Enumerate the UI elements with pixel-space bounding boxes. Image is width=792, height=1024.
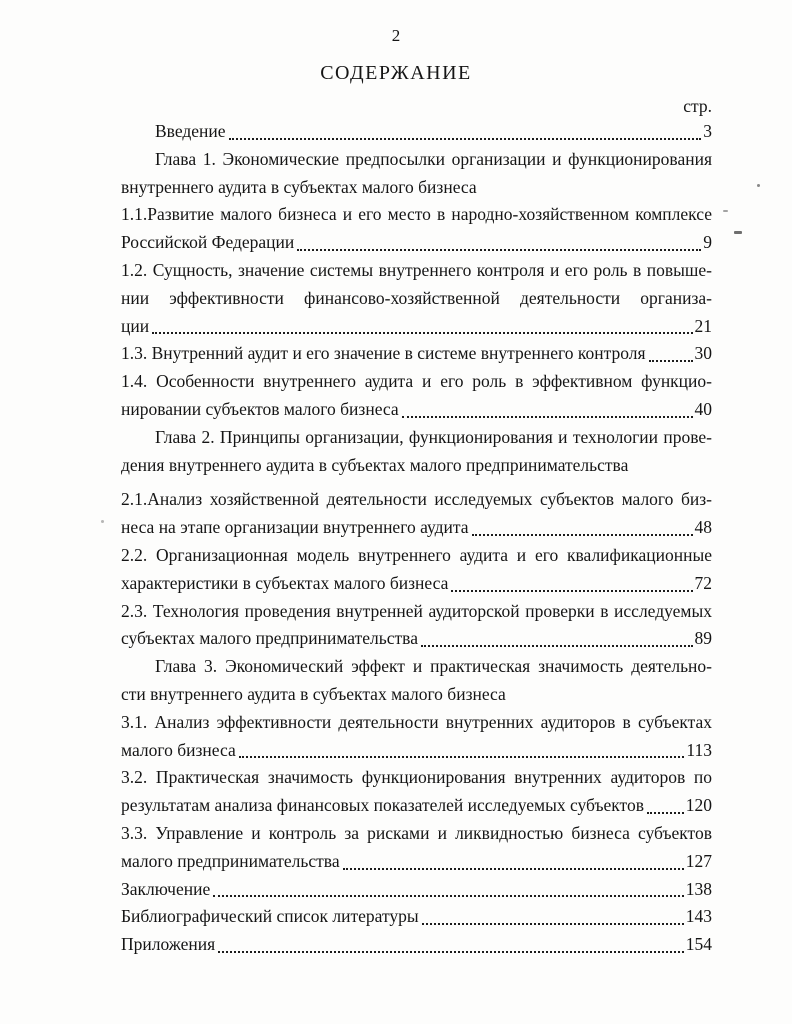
toc-line [121, 931, 712, 959]
toc-line [121, 486, 712, 514]
dot-leader [297, 249, 701, 251]
toc-line [121, 146, 712, 174]
toc-page-number: 40 [694, 398, 712, 419]
table-of-contents [121, 94, 712, 959]
scan-artifact [723, 210, 728, 212]
toc-line-text: 1.3. Внутренний аудит и его значение в системе внутреннего контроля [121, 343, 646, 364]
dot-leader [213, 895, 684, 897]
toc-line [121, 820, 712, 848]
dot-leader [422, 923, 684, 925]
toc-line-text: Введение [155, 121, 226, 141]
page-column-label: стр. [683, 96, 712, 116]
toc-line [121, 709, 712, 737]
toc-line-text: Российской Федерации [121, 232, 295, 253]
toc-line [121, 903, 712, 931]
toc-line-text: 1.4. Особенности внутреннего аудита и его роль в эффективном функцио- [121, 371, 712, 392]
toc-page-number: 21 [694, 315, 712, 336]
toc-line-text: дения внутреннего аудита в субъектах малого предпринимательства [121, 454, 629, 475]
toc-page-number: 138 [685, 878, 712, 899]
toc-line-text: 3.3. Управление и контроль за рисками и ликвидностью бизнеса субъектов [121, 822, 712, 843]
dot-leader [229, 138, 702, 140]
toc-line [121, 598, 712, 626]
toc-line [121, 340, 712, 368]
toc-line-text: 1.2. Сущность, значение системы внутреннего контроля и его роль в повыше- [121, 259, 712, 280]
toc-page-number: 3 [703, 121, 712, 141]
dot-leader [421, 645, 693, 647]
toc-line [121, 514, 712, 542]
toc-line-text: 2.3. Технология проведения внутренней аудиторской проверки в исследуемых [121, 600, 712, 621]
dot-leader [402, 416, 693, 418]
dot-leader [647, 812, 684, 814]
toc-line-text: Глава 3. Экономический эффект и практическая значимость деятельно- [155, 656, 712, 677]
toc-line [121, 792, 712, 820]
toc-line-text: результатам анализа финансовых показателей исследуемых субъектов [121, 795, 644, 816]
toc-line-text: Глава 2. Принципы организации, функционирования и технологии прове- [155, 426, 712, 447]
toc-line [121, 257, 712, 285]
toc-page-number: 127 [685, 850, 712, 871]
toc-line-text: 2.1.Анализ хозяйственной деятельности исследуемых субъектов малого биз- [121, 489, 712, 510]
toc-line [121, 653, 712, 681]
toc-line [121, 201, 712, 229]
toc-line [121, 424, 712, 452]
toc-page-number: 48 [694, 517, 712, 538]
dot-leader [649, 360, 693, 362]
dot-leader [152, 332, 692, 334]
scan-artifact [757, 184, 760, 187]
toc-line [121, 229, 712, 257]
toc-line-text: 2.2. Организационная модель внутреннего аудита и его квалификационные [121, 544, 712, 565]
scan-artifact [734, 231, 742, 234]
dot-leader [472, 534, 693, 536]
toc-line-text: нировании субъектов малого бизнеса [121, 398, 399, 419]
toc-line [121, 737, 712, 765]
toc-line [121, 285, 712, 313]
toc-line [121, 396, 712, 424]
toc-line-text: нии эффективности финансово-хозяйственной деятельности организа- [121, 287, 712, 308]
page-title: СОДЕРЖАНИЕ [320, 62, 472, 84]
dot-leader [343, 868, 684, 870]
toc-page-number: 113 [686, 739, 712, 760]
dot-leader [239, 756, 685, 758]
toc-line [121, 313, 712, 341]
toc-line-text: внутреннего аудита в субъектах малого бизнеса [121, 176, 477, 197]
toc-page-number: 143 [685, 906, 712, 927]
toc-line [121, 876, 712, 904]
toc-page-number: 154 [685, 934, 712, 955]
toc-page-number: 9 [703, 232, 712, 253]
toc-line-text: характеристики в субъектах малого бизнеса [121, 572, 449, 593]
toc-line [121, 368, 712, 396]
toc-page-number: 72 [694, 572, 712, 593]
scan-artifact [101, 520, 104, 523]
toc-line [121, 625, 712, 653]
toc-line-text: Заключение [121, 878, 211, 899]
dot-leader [218, 951, 684, 953]
toc-line [121, 452, 712, 480]
dot-leader [451, 590, 692, 592]
toc-line-text: субъектах малого предпринимательства [121, 628, 418, 649]
toc-line-text: 1.1.Развитие малого бизнеса и его место в народно-хозяйственном комплексе [121, 204, 712, 225]
toc-line-text: 3.1. Анализ эффективности деятельности внутренних аудиторов в субъектах [121, 711, 712, 732]
toc-page-number: 120 [685, 795, 712, 816]
toc-line [121, 174, 712, 202]
toc-line-text: малого бизнеса [121, 739, 236, 760]
toc-line-text: Библиографический список литературы [121, 906, 419, 927]
toc-line-text: 3.2. Практическая значимость функционирования внутренних аудиторов по [121, 767, 712, 788]
toc-line [121, 118, 712, 146]
toc-line [121, 848, 712, 876]
toc-line [121, 764, 712, 792]
toc-page-number: 89 [694, 628, 712, 649]
toc-line-text: Приложения [121, 934, 216, 955]
toc-line [121, 570, 712, 598]
toc-page-number: 30 [694, 343, 712, 364]
toc-line-text: малого предпринимательства [121, 850, 340, 871]
toc-line-text: сти внутреннего аудита в субъектах малого бизнеса [121, 683, 506, 704]
page-number: 2 [391, 26, 401, 45]
toc-line-text: неса на этапе организации внутреннего аудита [121, 517, 469, 538]
toc-line-text: Глава 1. Экономические предпосылки организации и функционирования [155, 148, 712, 169]
toc-line [121, 681, 712, 709]
toc-line-text: ции [121, 315, 150, 336]
toc-line [121, 542, 712, 570]
